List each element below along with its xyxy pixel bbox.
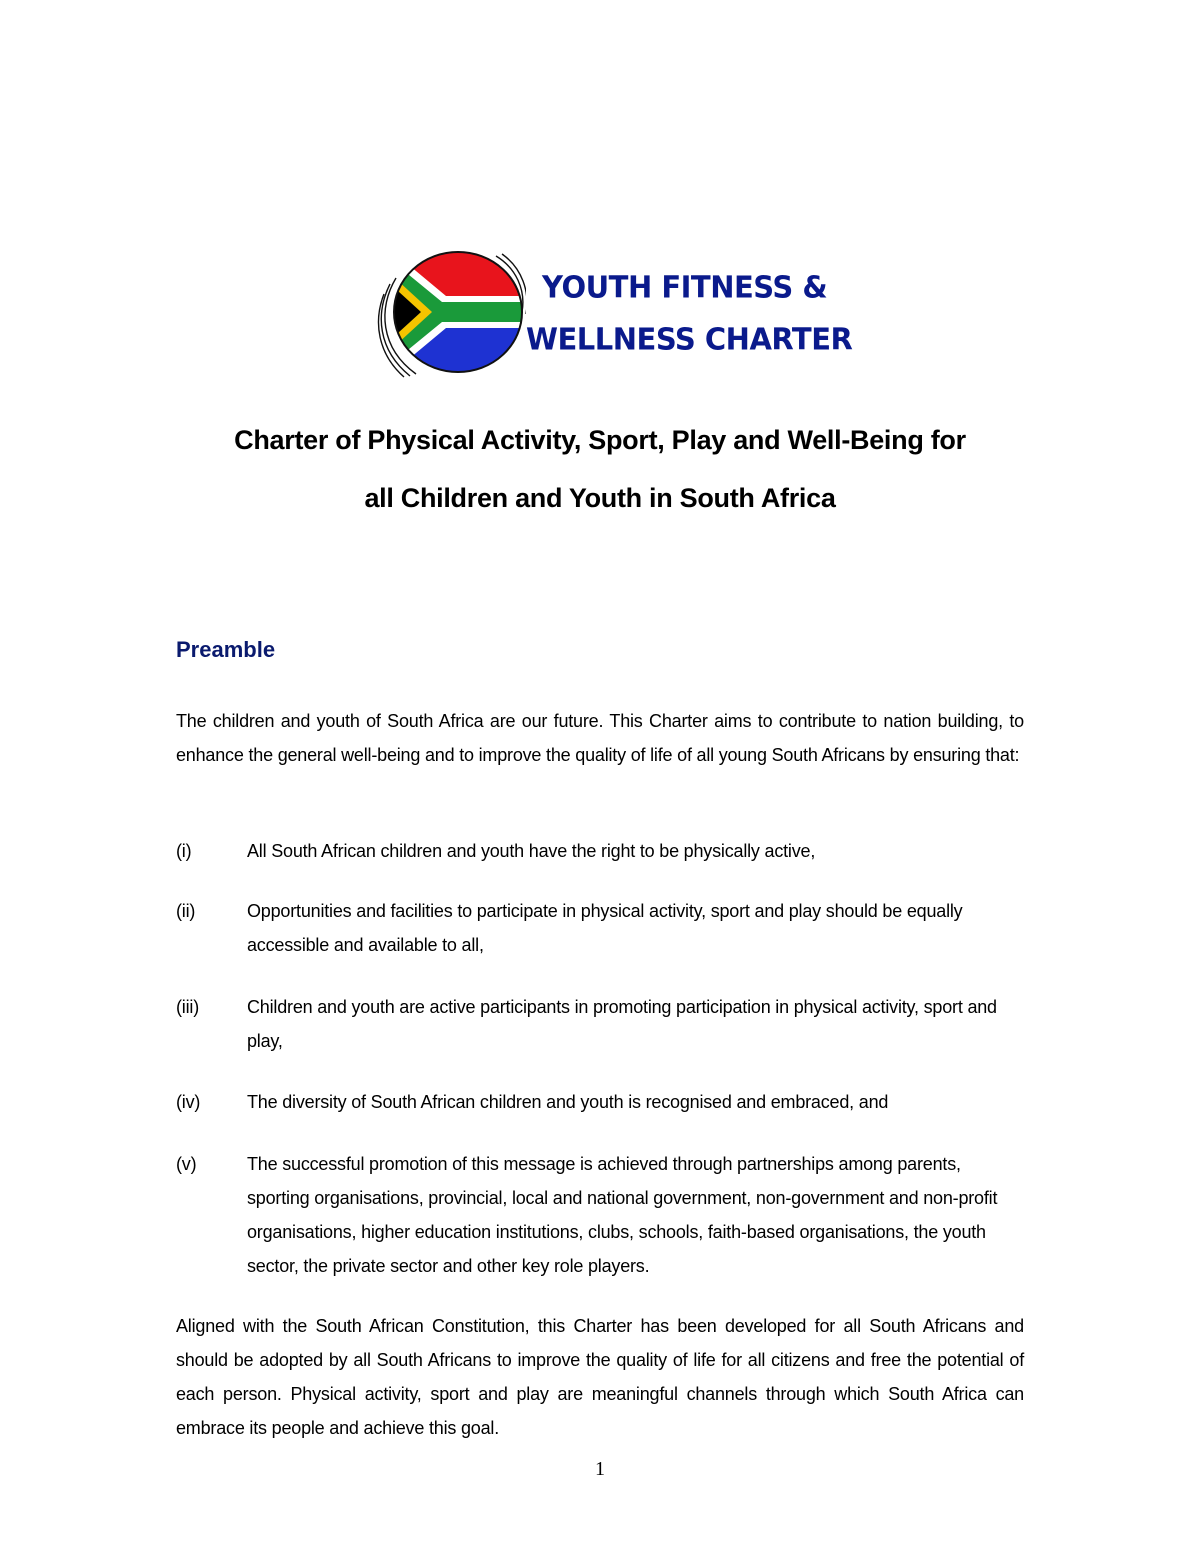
list-item-number: (iii) [176,997,199,1017]
title-line-2: all Children and Youth in South Africa [364,483,836,513]
flag-body [386,250,526,378]
south-african-flag-emblem [376,250,526,382]
charter-logo [376,250,853,382]
list-item-number: (iv) [176,1092,201,1112]
logo-line-2: WELLNESS CHARTER [526,321,853,357]
list-item-number: (i) [176,841,192,861]
document-title [120,411,1080,527]
logo-line-1: YOUTH FITNESS & [542,269,828,305]
title-line-1: Charter of Physical Activity, Sport, Play and Well-Being for [234,425,966,455]
list-item-text: All South African children and youth have the right to be physically active, [247,841,816,861]
list-item-number: (ii) [176,901,196,921]
list-item-text: The successful promotion of this message is achieved through partnerships among parents, sporting organisations, provincial, local and national government, non-government and non-profit organisations, higher education institutions, clubs, schools, faith-based organisations, the youth sector, the private sector and other key role players. [247,1154,998,1276]
preamble-intro-paragraph: The children and youth of South Africa are our future. This Charter aims to contribute to nation building, to enhance the general well-being and to improve the quality of life of all young South Africans by ensuring that: [176,711,1024,765]
list-item-text: Children and youth are active participants in promoting participation in physical activity, sport and play, [247,997,997,1051]
section-heading-preamble: Preamble [176,637,276,662]
list-item-text: The diversity of South African children and youth is recognised and embraced, and [247,1092,889,1112]
list-item-text: Opportunities and facilities to participate in physical activity, sport and play should be equally accessible and available to all, [247,901,963,955]
list-item-number: (v) [176,1154,197,1174]
preamble-closing-paragraph: Aligned with the South African Constitution, this Charter has been developed for all South Africans and should be adopted by all South Africans to improve the quality of life for all citizens and free the potential of each person. Physical activity, sport and play are meaningful channels through which South Africa can embrace its people and achieve this goal. [176,1316,1024,1438]
page-number: 1 [595,1458,605,1480]
